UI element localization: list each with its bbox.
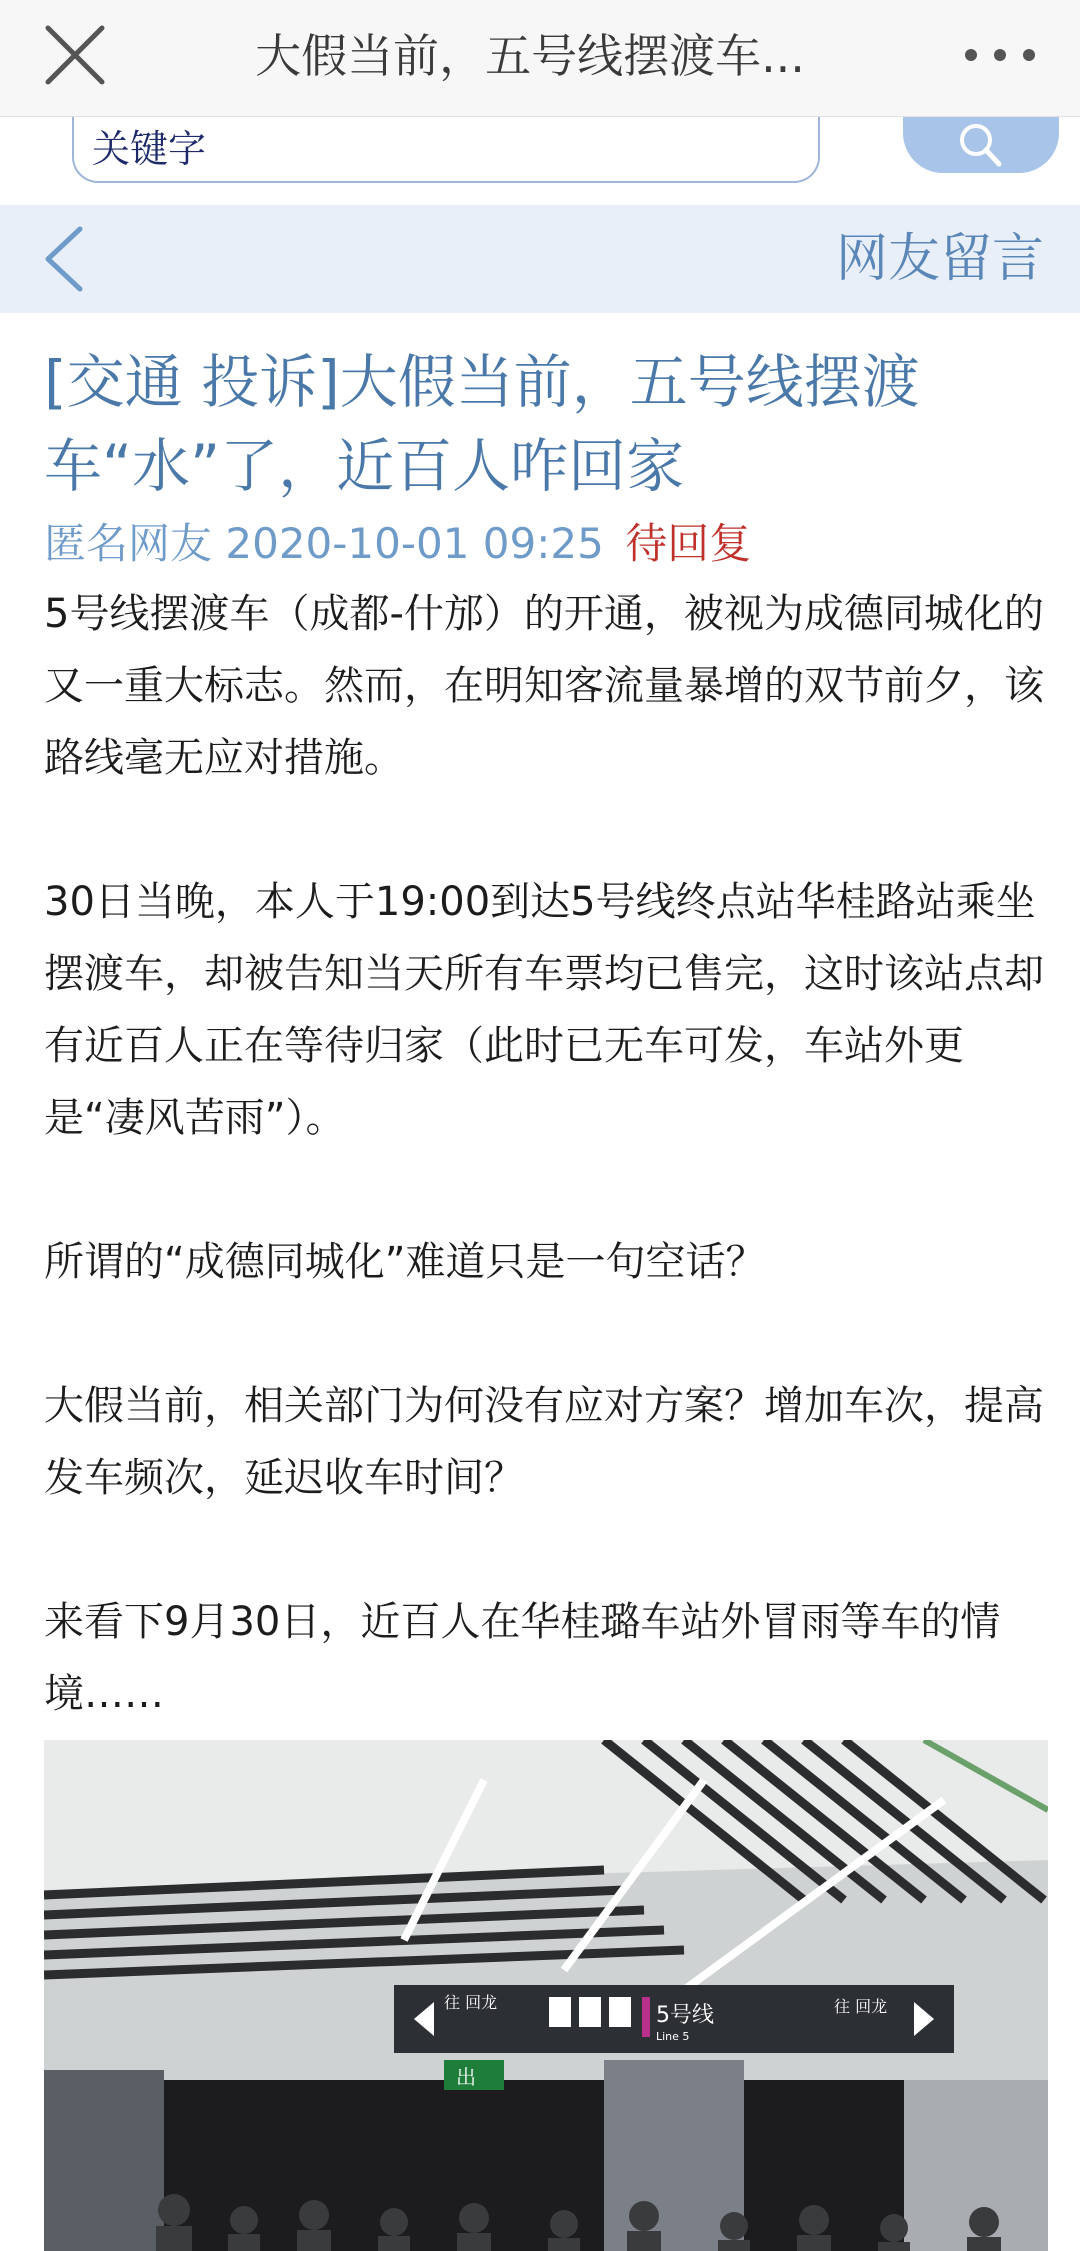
post-paragraph: 5号线摆渡车（成都-什邡）的开通，被视为成德同城化的又一重大标志。然而，在明知客流量暴增的双节前夕，该路线毫无应对措施。 bbox=[44, 591, 1044, 781]
search-input[interactable]: 关键字 bbox=[72, 117, 820, 183]
post-meta bbox=[44, 514, 1044, 574]
sign-left-text: 往 回龙 bbox=[444, 1993, 498, 2012]
post-datetime: 2020-10-01 09:25 bbox=[225, 519, 604, 568]
close-icon[interactable] bbox=[40, 20, 110, 90]
post-paragraph: 大假当前，相关部门为何没有应对方案？增加车次，提高发车频次，延迟收车时间？ bbox=[44, 1383, 1044, 1501]
sign-right-text: 往 回龙 bbox=[834, 1997, 888, 2016]
sign-line-en-text: Line 5 bbox=[656, 2030, 690, 2043]
back-icon[interactable] bbox=[30, 219, 110, 299]
user-comments-link[interactable]: 网友留言 bbox=[835, 229, 1044, 289]
post-paragraph: 30日当晚，本人于19:00到达5号线终点站华桂路站乘坐摆渡车，却被告知当天所有车票均已售完，这时该站点却有近百人正在等待归家（此时已无车可发，车站外更是“凄风苦雨”）。 bbox=[44, 879, 1044, 1141]
search-button[interactable] bbox=[903, 117, 1059, 173]
status-badge: 待回复 bbox=[625, 519, 752, 568]
page-title: 大假当前，五号线摆渡车... bbox=[255, 29, 805, 83]
post-content bbox=[44, 340, 1044, 1730]
post-title: [交通 投诉]大假当前，五号线摆渡车“水”了，近百人咋回家 bbox=[44, 348, 920, 500]
search-bar bbox=[0, 117, 1080, 205]
post-author: 匿名网友 bbox=[44, 519, 213, 568]
top-bar bbox=[0, 0, 1080, 117]
nav-bar bbox=[0, 205, 1080, 313]
post-photo bbox=[44, 1740, 1048, 2251]
exit-sign-text: 出 bbox=[456, 2065, 476, 2089]
post-paragraph: 所谓的“成德同城化”难道只是一句空话？ bbox=[44, 1239, 766, 1285]
more-options-icon[interactable] bbox=[955, 30, 1045, 80]
post-paragraph: 来看下9月30日，近百人在华桂璐车站外冒雨等车的情境…… bbox=[44, 1599, 1001, 1717]
sign-line-text: 5号线 bbox=[656, 2003, 714, 2028]
search-icon bbox=[951, 120, 1011, 170]
